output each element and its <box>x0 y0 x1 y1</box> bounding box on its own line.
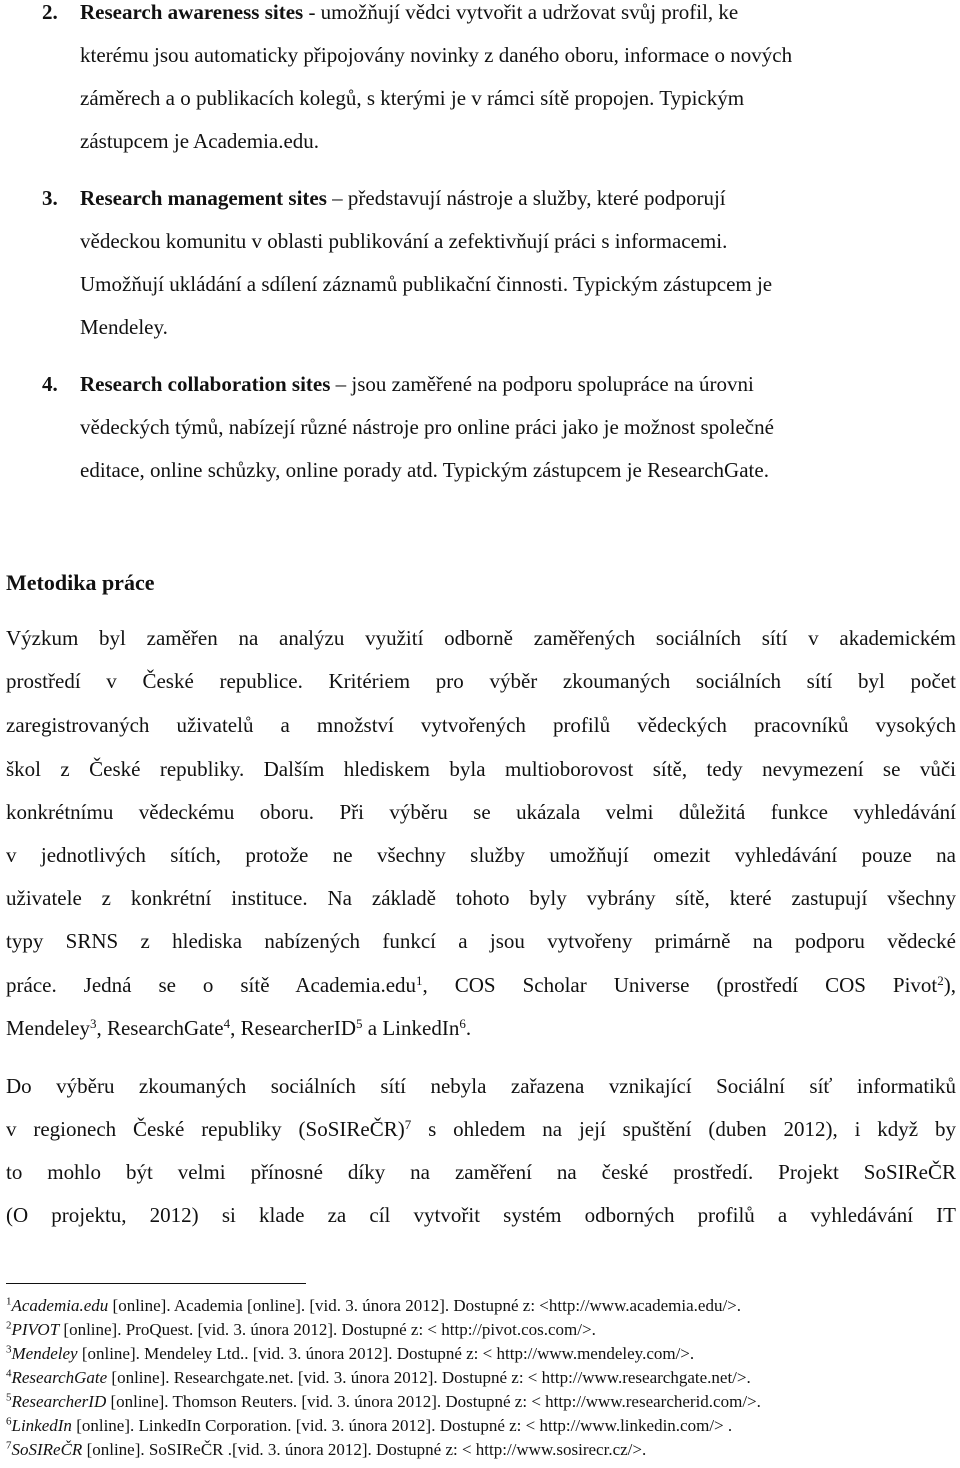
footnote-4: $^4$ResearchGate [online]. Researchgate.net. [vid. 3. února 2012]. Dostupné z: < http://www.researchgate.net/>. <box>6 1367 751 1387</box>
list-item-4-line-1: Research collaboration sites – jsou zaměřené na podporu spolupráce na úrovni <box>80 372 754 396</box>
paragraph-1-line-5: konkrétnímu vědeckému oboru. Při výběru se ukázala velmi důležitá funkce vyhledávání <box>6 800 956 824</box>
footnote-3: $^3$Mendeley [online]. Mendeley Ltd.. [vid. 3. února 2012]. Dostupné z: < http://www.mendeley.com/>. <box>6 1343 695 1363</box>
footnote-separator <box>6 1283 306 1284</box>
paragraph-1-line-8: typy SRNS z hlediska nabízených funkcí a jsou vytvořeny primárně na podporu vědecké <box>6 929 956 953</box>
section-heading: Metodika práce <box>6 570 155 595</box>
list-item-2-line-3: záměrech a o publikacích kolegů, s kterými je v rámci sítě propojen. Typickým <box>80 86 745 110</box>
list-item-2-line-2: kterému jsou automaticky připojovány novinky z daného oboru, informace o nových <box>80 43 793 67</box>
footnote-2: $^2$PIVOT [online]. ProQuest. [vid. 3. února 2012]. Dostupné z: < http://pivot.cos.com/>. <box>6 1319 596 1339</box>
list-number-2: 2. <box>42 0 58 24</box>
paragraph-2-line-1: Do výběru zkoumaných sociálních sítí nebyla zařazena vznikající Sociální síť informatiků <box>6 1074 956 1098</box>
paragraph-1-line-10: Mendeley$^3$, ResearchGate$^4$, ResearcherID$^5$ a LinkedIn$^6$. <box>6 1015 472 1040</box>
list-item-3-line-1: Research management sites – představují nástroje a služby, které podporují <box>80 186 726 210</box>
footnote-1: $^1$Academia.edu [online]. Academia [online]. [vid. 3. února 2012]. Dostupné z: <http://www.academia.edu/>. <box>6 1295 742 1315</box>
list-item-3-line-4: Mendeley. <box>80 315 168 339</box>
paragraph-1-line-9: práce. Jedná se o sítě Academia.edu$^1$, COS Scholar Universe (prostředí COS Pivot$^2$), <box>6 972 956 997</box>
footnote-ref-1: 1 <box>416 972 423 988</box>
footnote-6: $^6$LinkedIn [online]. LinkedIn Corporation. [vid. 3. února 2012]. Dostupné z: < http://www.linkedin.com/> . <box>6 1415 733 1435</box>
footnote-ref-4: 4 <box>223 1015 231 1031</box>
paragraph-1-line-6: v jednotlivých sítích, protože ne všechny služby umožňují omezit vyhledávání pouze na <box>6 843 956 867</box>
footnote-5: $^5$ResearcherID [online]. Thomson Reuters. [vid. 3. února 2012]. Dostupné z: < http://www.researcherid.com/>. <box>6 1391 761 1411</box>
list-item-2-line-4: zástupcem je Academia.edu. <box>80 129 320 153</box>
list-item-2-term: Research awareness sites <box>80 0 304 24</box>
list-number-4: 4. <box>42 372 58 396</box>
footnote-ref-6: 6 <box>459 1015 466 1031</box>
paragraph-1-line-1: Výzkum byl zaměřen na analýzu využití odborně zaměřených sociálních sítí v akademickém <box>6 626 956 650</box>
footnote-ref-5: 5 <box>356 1015 363 1031</box>
footnote-7: $^7$SoSIReČR [online]. SoSIReČR .[vid. 3. února 2012]. Dostupné z: < http://www.sosirecr.cz/>. <box>6 1439 647 1459</box>
paragraph-1-line-7: uživatele z konkrétní instituce. Na základě tohoto byly vybrány sítě, které zastupují všechny <box>6 886 956 910</box>
list-item-3-line-2: vědeckou komunitu v oblasti publikování a zefektivňují práci s informacemi. <box>80 229 728 253</box>
footnote-ref-2: 2 <box>937 972 944 988</box>
list-item-3-term: Research management sites <box>80 186 327 210</box>
list-item-2-line-1: Research awareness sites - umožňují vědci vytvořit a udržovat svůj profil, ke <box>80 0 739 24</box>
paragraph-1-line-4: škol z České republiky. Dalším hlediskem byla multioborovost sítě, tedy nevymezení se vůči <box>6 757 956 781</box>
paragraph-2-line-3: to mohlo být velmi přínosné díky na zaměření na české prostředí. Projekt SoSIReČR <box>6 1160 956 1184</box>
list-number-3: 3. <box>42 186 58 210</box>
paragraph-2-line-2: v regionech České republiky (SoSIReČR)$^7$ s ohledem na její spuštění (duben 2012), i když by <box>6 1116 956 1141</box>
list-item-4-line-3: editace, online schůzky, online porady atd. Typickým zástupcem je ResearchGate. <box>80 458 769 482</box>
list-item-4-term: Research collaboration sites <box>80 372 331 396</box>
footnote-ref-3: 3 <box>89 1015 97 1031</box>
list-item-4-line-2: vědeckých týmů, nabízejí různé nástroje pro online práci jako je možnost společné <box>80 415 774 439</box>
paragraph-1-line-2: prostředí v České republice. Kritériem pro výběr zkoumaných sociálních sítí byl počet <box>6 669 956 693</box>
footnote-ref-7: 7 <box>404 1116 412 1132</box>
paragraph-1-line-3: zaregistrovaných uživatelů a množství vytvořených profilů vědeckých pracovníků vysokých <box>6 713 956 737</box>
paragraph-2-line-4: (O projektu, 2012) si klade za cíl vytvořit systém odborných profilů a vyhledávání IT <box>6 1203 956 1227</box>
list-item-3-line-3: Umožňují ukládání a sdílení záznamů publikační činnosti. Typickým zástupcem je <box>80 272 773 296</box>
